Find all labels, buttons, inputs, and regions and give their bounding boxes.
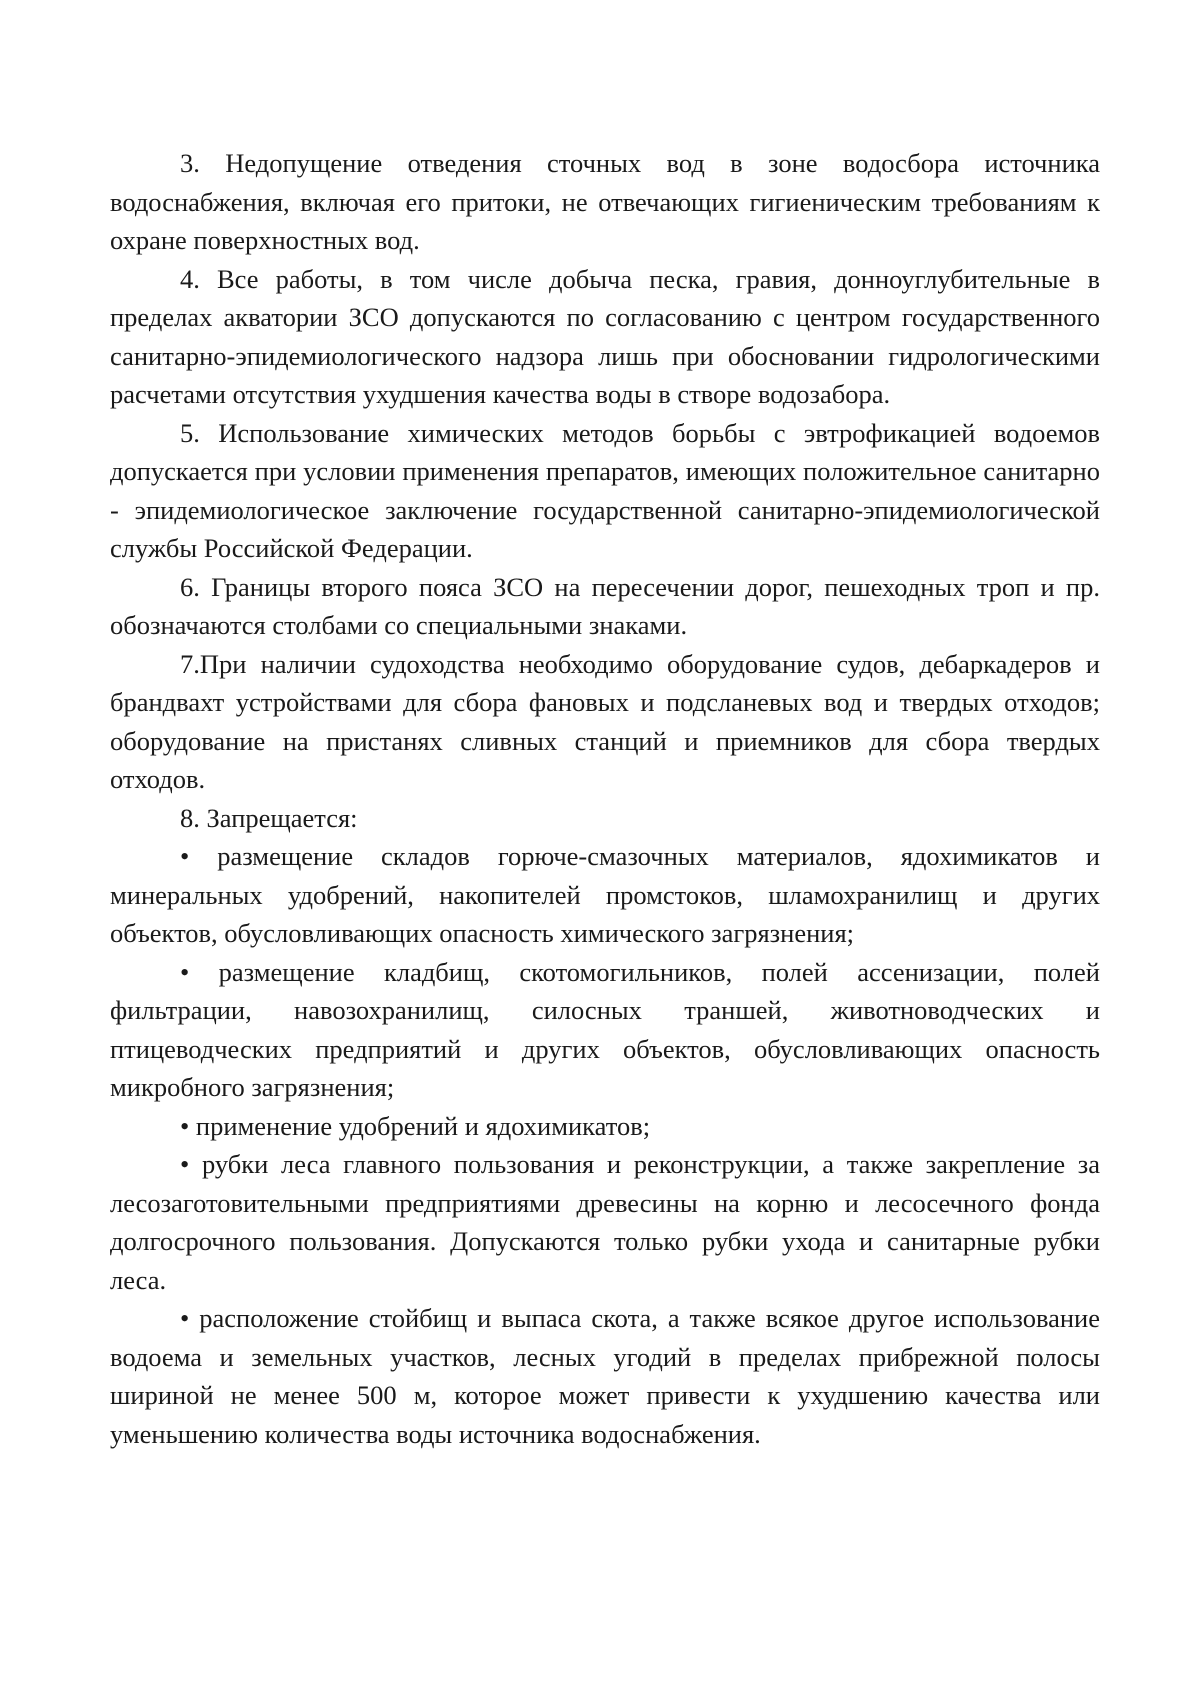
bullet-logging: • рубки леса главного пользования и реконструкции, а также закрепление за лесозаготовительными предприятиями древесины на корню и лесосечного фонда долгосрочного пользования. Допускаются только рубки ухода и санитарные рубки леса. xyxy=(110,1149,1100,1295)
document-body xyxy=(110,144,1100,1453)
bullet-fertilizers: • применение удобрений и ядохимикатов; xyxy=(180,1110,651,1141)
paragraph-8-prohibited-heading: 8. Запрещается: xyxy=(180,802,358,833)
paragraph-7-shipping: 7.При наличии судоходства необходимо оборудование судов, дебаркадеров и брандвахт устройствами для сбора фановых и подсланевых вод и твердых отходов; оборудование на пристанях сливных станций и приемников для сбора твердых отходов. xyxy=(110,648,1100,794)
bullet-cemeteries: • размещение кладбищ, скотомогильников, полей ассенизации, полей фильтрации, навозохранилищ, силосных траншей, животноводческих и птицеводческих предприятий и других объектов, обусловливающих опасность микробного загрязнения; xyxy=(110,956,1100,1102)
paragraph-4-works: 4. Все работы, в том числе добыча песка, гравия, донноуглубительные в пределах акватории ЗСО допускаются по согласованию с центром государственного санитарно-эпидемиологического надзора лишь при обосновании гидрологическими расчетами отсутствия ухудшения качества воды в створе водозабора. xyxy=(110,263,1100,409)
paragraph-3-wastewater: 3. Недопущение отведения сточных вод в зоне водосбора источника водоснабжения, включая его притоки, не отвечающих гигиеническим требованиям к охране поверхностных вод. xyxy=(110,148,1100,255)
bullet-fuel-storage: • размещение складов горюче-смазочных материалов, ядохимикатов и минеральных удобрений, накопителей промстоков, шламохранилищ и других объектов, обусловливающих опасность химического загрязнения; xyxy=(110,841,1100,948)
bullet-livestock: • расположение стойбищ и выпаса скота, а также всякое другое использование водоема и земельных участков, лесных угодий в пределах прибрежной полосы шириной не менее 500 м, которое может привести к ухудшению качества или уменьшению количества воды источника водоснабжения. xyxy=(110,1303,1100,1449)
paragraph-6-boundaries: 6. Границы второго пояса ЗСО на пересечении дорог, пешеходных троп и пр. обозначаются столбами со специальными знаками. xyxy=(110,571,1100,640)
paragraph-5-chemical-methods: 5. Использование химических методов борьбы с эвтрофикацией водоемов допускается при условии применения препаратов, имеющих положительное санитарно - эпидемиологическое заключение государственной санитарно-эпидемиологической службы Российской Федерации. xyxy=(110,417,1100,563)
